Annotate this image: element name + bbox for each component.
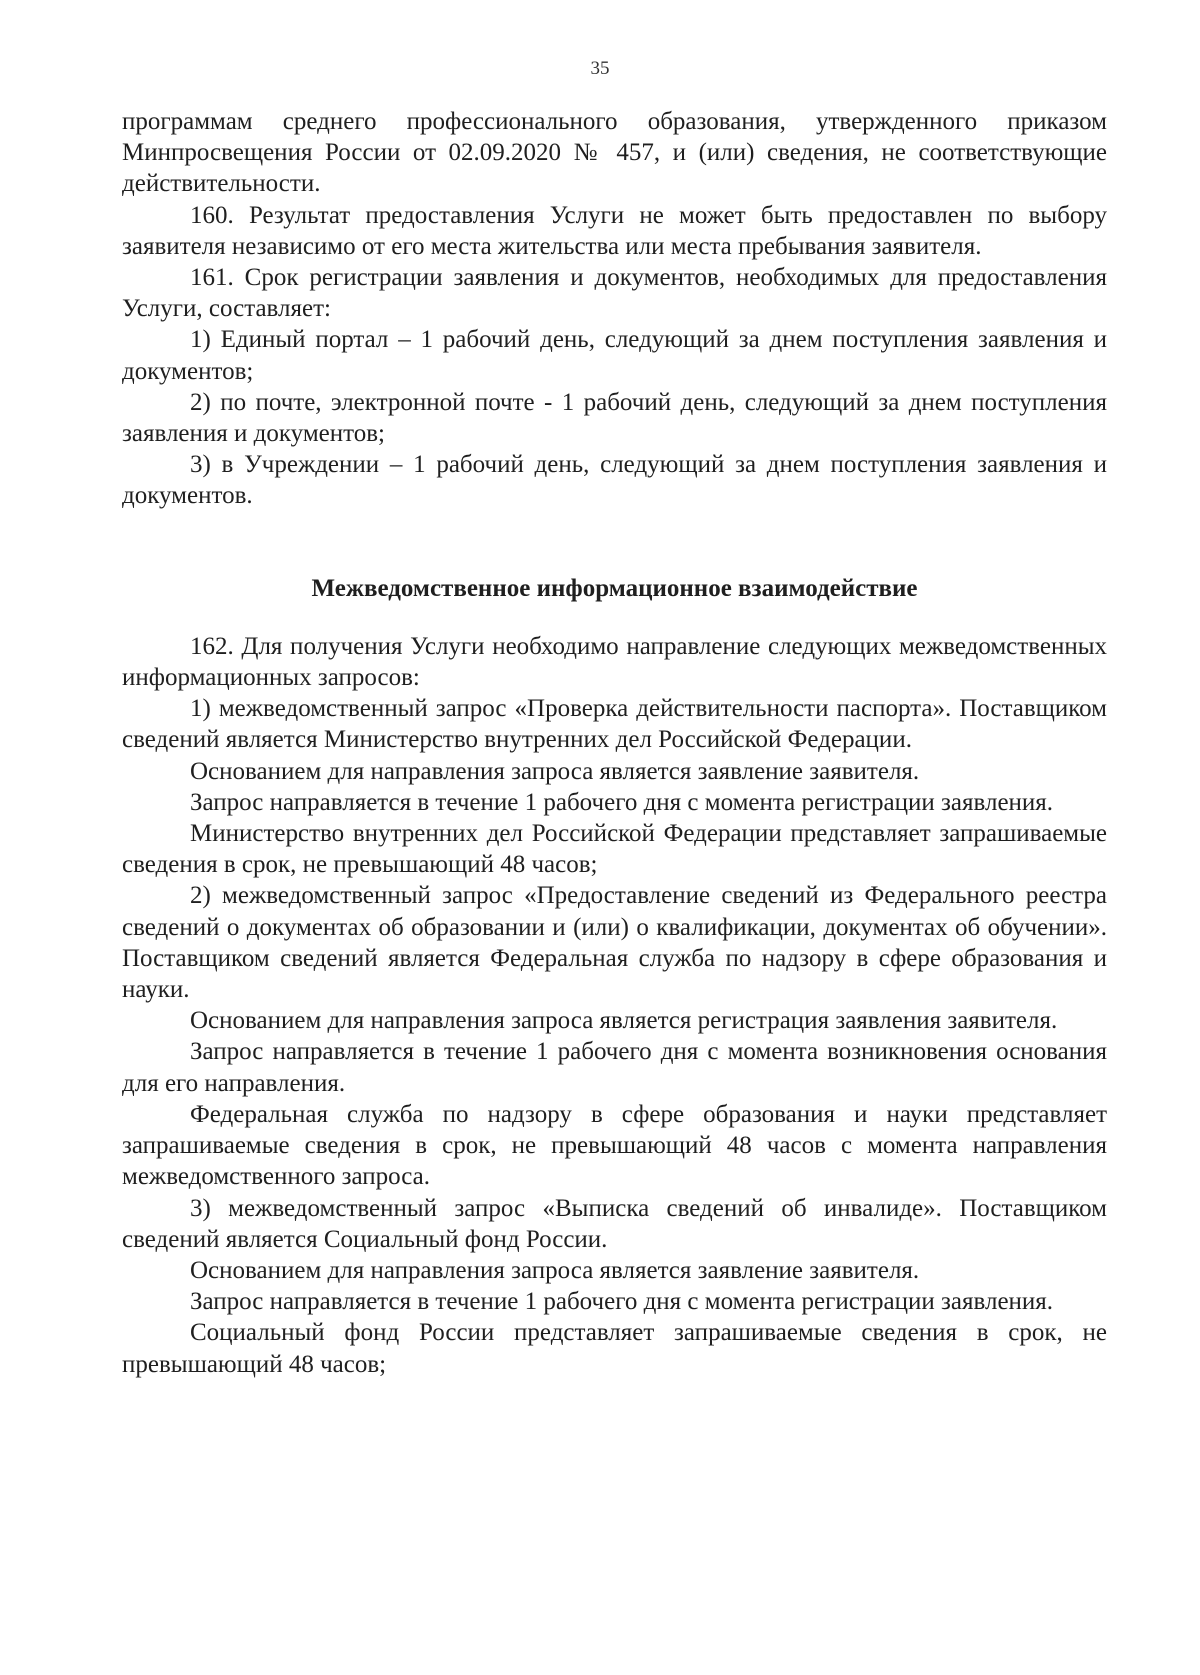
paragraph-162: 162. Для получения Услуги необходимо направление следующих межведомственных информационных запросов: (122, 632, 1107, 692)
list-item-1: 1) Единый портал – 1 рабочий день, следующий за днем поступления заявления и документов; (122, 326, 1107, 385)
paragraph-161: 161. Срок регистрации заявления и документов, необходимых для предоставления Услуги, составляет: (122, 264, 1107, 323)
list-item-2: 2) по почте, электронной почте - 1 рабочий день, следующий за днем поступления заявления и документов; (122, 388, 1107, 448)
paragraph: Министерство внутренних дел Российской Федерации представляет запрашиваемые сведения в срок, не превышающий 48 часов; (122, 820, 1107, 879)
paragraph: Социальный фонд России представляет запрашиваемые сведения в срок, не превышающий 48 часов; (122, 1319, 1107, 1378)
page-number: 35 (590, 58, 610, 79)
paragraph: Запрос направляется в течение 1 рабочего дня с момента регистрации заявления. (190, 1288, 1054, 1316)
document-body (122, 106, 1107, 1380)
paragraph-160: 160. Результат предоставления Услуги не может быть предоставлен по выбору заявителя независимо от его места жительства или места пребывания заявителя. (122, 201, 1107, 260)
paragraph: Федеральная служба по надзору в сфере образования и науки представляет запрашиваемые сведения в срок, не превышающий 48 часов с момента направления межведомственного запроса. (122, 1100, 1107, 1191)
request-3: 3) межведомственный запрос «Выписка сведений об инвалиде». Поставщиком сведений является Социальный фонд России. (122, 1194, 1107, 1253)
paragraph: Основанием для направления запроса является заявление заявителя. (190, 757, 920, 785)
request-2: 2) межведомственный запрос «Предоставление сведений из Федерального реестра сведений о документах об образовании и (или) о квалификации, документах об обучении». Поставщиком сведений является Федеральная служба по надзору в сфере образования и науки. (122, 882, 1107, 1004)
paragraph: Запрос направляется в течение 1 рабочего дня с момента регистрации заявления. (190, 788, 1054, 816)
request-1: 1) межведомственный запрос «Проверка действительности паспорта». Поставщиком сведений является Министерство внутренних дел Российской Федерации. (122, 695, 1107, 754)
section-heading: Межведомственное информационное взаимодействие (311, 574, 918, 602)
paragraph: Запрос направляется в течение 1 рабочего дня с момента возникновения основания для его направления. (122, 1038, 1107, 1097)
paragraph: Основанием для направления запроса является заявление заявителя. (190, 1256, 920, 1284)
paragraph: программам среднего профессионального образования, утвержденного приказом Минпросвещения России от 02.09.2020 № 457, и (или) сведения, не соответствующие действительности. (122, 108, 1107, 198)
paragraph: Основанием для направления запроса является регистрация заявления заявителя. (190, 1007, 1058, 1035)
list-item-3: 3) в Учреждении – 1 рабочий день, следующий за днем поступления заявления и документов. (122, 451, 1107, 510)
